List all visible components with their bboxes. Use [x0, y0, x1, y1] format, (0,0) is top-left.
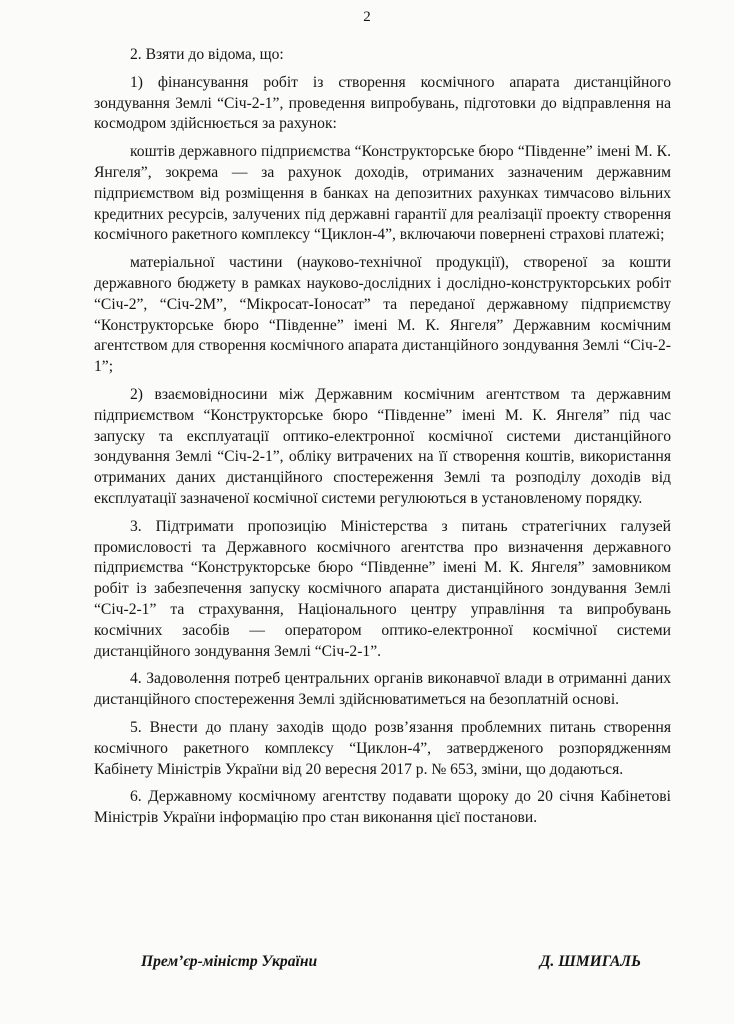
- paragraph-item-2: 2. Взяти до відома, що:: [130, 46, 284, 63]
- paragraph-item-3: 3. Підтримати пропозицію Міністерства з питань стратегічних галузей промисловості та Державного космічного агентства про визначення державного підприємства “Конструкторське бюро “Південне” імені М. К. Янгеля” замовником робіт із забезпечення запуску космічного апарата дистанційного зондування Землі “Січ-2-1” та страхування, Національного центру управління та випробувань космічних засобів — оператором оптико-електронної космічної системи дистанційного зондування Землі “Січ-2-1”.: [94, 517, 671, 660]
- paragraph-subitem-1: 1) фінансування робіт із створення космічного апарата дистанційного зондування Землі “Січ-2-1”, проведення випробувань, підготовки до відправлення на космодром здійснюється за рахунок:: [94, 73, 671, 133]
- paragraph-item-6: 6. Державному космічному агентству подавати щороку до 20 січня Кабінетові Міністрів України інформацію про стан виконання цієї постанови.: [94, 788, 671, 827]
- signatory-position: Прем’єр-міністр України: [141, 953, 318, 970]
- paragraph-item-4: 4. Задоволення потреб центральних органів виконавчої влади в отриманні даних дистанційного спостереження Землі здійснюватиметься на безоплатній основі.: [94, 670, 671, 709]
- paragraph-funding-source-1: коштів державного підприємства “Конструкторське бюро “Південне” імені М. К. Янгеля”, зокрема — за рахунок доходів, отриманих зазначеним державним підприємством від розміщення в банках на депозитних рахунках тимчасово вільних кредитних ресурсів, залучених під державні гарантії для реалізації проекту створення космічного ракетного комплексу “Циклон-4”, включаючи повернені страхові платежі;: [94, 143, 671, 244]
- paragraph-funding-source-2: матеріальної частини (науково-технічної продукції), створеної за кошти державного бюджету в рамках науково-дослідних і дослідно-конструкторських робіт “Січ-2”, “Січ-2М”, “Мікросат-Іоносат” та переданої державному підприємству “Конструкторське бюро “Південне” імені М. К. Янгеля” Державним космічним агентством для створення космічного апарата дистанційного зондування Землі “Січ-2-1”;: [94, 254, 671, 376]
- signatory-name: Д. ШМИГАЛЬ: [539, 953, 641, 970]
- document-body: [94, 45, 671, 836]
- page-number: 2: [363, 9, 371, 25]
- paragraph-subitem-2: 2) взаємовідносини між Державним космічним агентством та державним підприємством “Конструкторське бюро “Південне” імені М. К. Янгеля” під час запуску та експлуатації оптико-електронної космічної системи дистанційного зондування Землі “Січ-2-1”, обліку витрачених на її створення коштів, використання отриманих даних дистанційного спостереження Землі та розподілу доходів від експлуатації зазначеної космічної системи регулюються в установленому порядку.: [94, 385, 671, 507]
- paragraph-item-5: 5. Внести до плану заходів щодо розв’язання проблемних питань створення космічного ракетного комплексу “Циклон-4”, затвердженого розпорядженням Кабінету Міністрів України від 20 вересня 2017 р. № 653, зміни, що додаються.: [94, 718, 671, 778]
